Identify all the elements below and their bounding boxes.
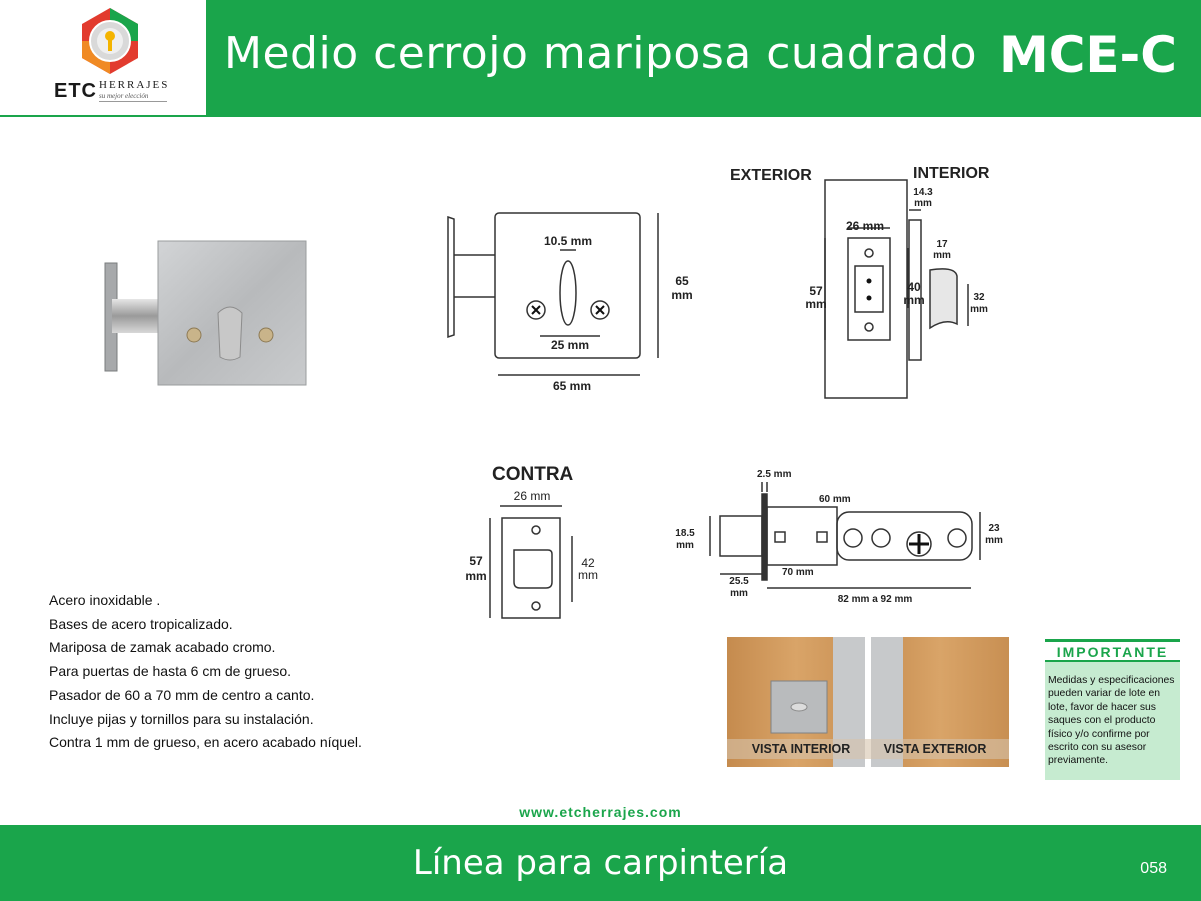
dim-26: 26 mm bbox=[845, 219, 885, 233]
dim-screws: 25 mm bbox=[550, 338, 590, 352]
logo-panel bbox=[0, 0, 206, 117]
dim-40-value: 40 bbox=[907, 280, 921, 294]
dim-18-5-unit: mm bbox=[676, 540, 694, 551]
contra-drawing bbox=[460, 458, 610, 623]
logo-underline bbox=[99, 101, 167, 102]
dim-32-value: 32 bbox=[973, 292, 985, 303]
spec-item: Contra 1 mm de grueso, en acero acabado níquel. bbox=[49, 734, 362, 751]
front-view-drawing bbox=[440, 205, 710, 405]
footer-title: Línea para carpintería bbox=[412, 843, 789, 883]
installed-photo bbox=[727, 637, 1009, 767]
contra-dim-42-value: 42 bbox=[581, 556, 595, 570]
dim-60: 60 mm bbox=[819, 494, 851, 505]
dim-height-unit: mm bbox=[671, 288, 693, 302]
page-number: 058 bbox=[1140, 860, 1167, 877]
side-view-drawing bbox=[725, 158, 1015, 403]
dim-32-unit: mm bbox=[970, 304, 988, 315]
bolt-drawing bbox=[665, 462, 1010, 607]
dim-18-5-value: 18.5 bbox=[675, 528, 695, 539]
important-note bbox=[1045, 639, 1180, 780]
dim-17-value: 17 bbox=[936, 239, 948, 250]
label-exterior: EXTERIOR bbox=[730, 167, 812, 184]
spec-item: Mariposa de zamak acabado cromo. bbox=[49, 639, 276, 656]
spec-item: Acero inoxidable . bbox=[49, 592, 161, 608]
logo-etc-text: ETC bbox=[54, 80, 97, 102]
dim-57-value: 57 bbox=[809, 284, 823, 298]
dim-25-5-unit: mm bbox=[730, 588, 748, 599]
dim-23-unit: mm bbox=[985, 535, 1003, 546]
dim-height-value: 65 bbox=[675, 274, 689, 288]
caption-interior: VISTA INTERIOR bbox=[751, 742, 851, 756]
dim-17-unit: mm bbox=[933, 250, 951, 261]
contra-dim-26: 26 mm bbox=[513, 489, 551, 503]
dim-23-value: 23 bbox=[988, 523, 1000, 534]
dim-40-unit: mm bbox=[903, 293, 925, 307]
dim-width: 65 mm bbox=[552, 379, 592, 393]
spec-item: Incluye pijas y tornillos para su instalación. bbox=[49, 710, 314, 727]
dim-82-92: 82 mm a 92 mm bbox=[837, 594, 913, 605]
dim-14-3-unit: mm bbox=[914, 198, 932, 209]
label-interior: INTERIOR bbox=[913, 165, 990, 182]
dim-slot: 10.5 mm bbox=[543, 234, 593, 248]
dim-14-3-value: 14.3 bbox=[913, 187, 933, 198]
caption-exterior: VISTA EXTERIOR bbox=[883, 742, 987, 756]
product-photo bbox=[100, 235, 315, 395]
contra-dim-42-unit: mm bbox=[578, 568, 598, 582]
website-link[interactable]: www.etcherrajes.com bbox=[519, 804, 682, 820]
dim-25-5-value: 25.5 bbox=[729, 576, 749, 587]
contra-dim-57-unit: mm bbox=[465, 569, 487, 583]
page-title: Medio cerrojo mariposa cuadrado bbox=[224, 28, 978, 79]
dim-70: 70 mm bbox=[782, 567, 814, 578]
important-heading: IMPORTANTE bbox=[1045, 642, 1180, 662]
spec-item: Bases de acero tropicalizado. bbox=[49, 615, 233, 632]
contra-dim-57-value: 57 bbox=[469, 554, 483, 568]
contra-label: CONTRA bbox=[492, 464, 574, 485]
spec-list bbox=[49, 589, 362, 755]
important-text: Medidas y especificaciones pueden variar de lote en lote, favor de hacer sus saques con el producto físico y/o confirme por escrito con su asesor previamente. bbox=[1048, 675, 1175, 767]
spec-item: Pasador de 60 a 70 mm de centro a canto. bbox=[49, 686, 315, 703]
logo-herrajes-text: HERRAJES bbox=[99, 79, 170, 91]
dim-57-unit: mm bbox=[805, 297, 827, 311]
logo-tagline: su mejor elección bbox=[99, 92, 149, 100]
dim-2-5: 2.5 mm bbox=[757, 469, 792, 480]
product-code: MCE-C bbox=[998, 26, 1177, 84]
spec-item: Para puertas de hasta 6 cm de grueso. bbox=[49, 663, 292, 680]
logo-hexagon-key-icon bbox=[78, 6, 142, 78]
